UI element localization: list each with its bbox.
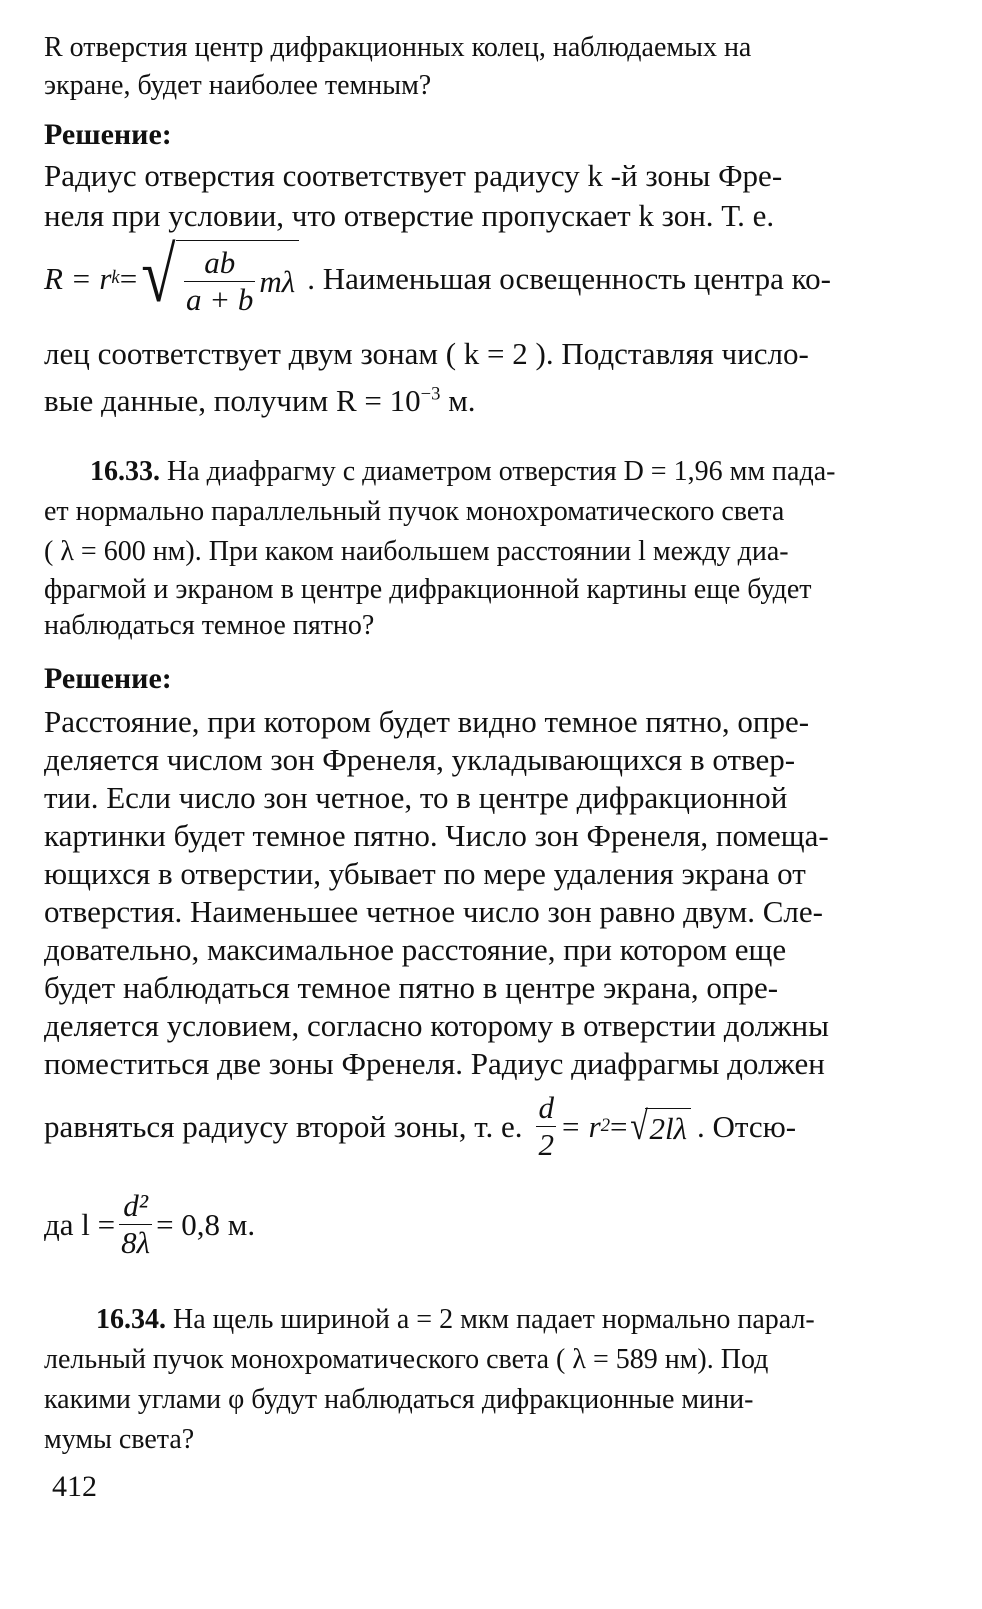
formula-equals: = [119,261,138,297]
solution-heading: Решение: [44,118,172,151]
text-fragment: На диафрагму с диаметром отверстия D = 1,96 мм пада- [167,456,836,487]
formula-tail: mλ [259,263,296,299]
fraction-denominator: 2 [538,1126,554,1162]
text-line: картинки будет темное пятно. Число зон Френеля, помеща- [44,818,829,853]
radicand: 2lλ [645,1108,691,1144]
radical-sign-icon: √ [629,1103,648,1149]
fraction-denominator: a + b [185,281,254,317]
fraction-numerator: ab [184,245,255,282]
problem-line [96,1306,902,1334]
text-line: поместиться две зоны Френеля. Радиус диафрагмы должен [44,1046,825,1081]
text-line: отверстия. Наименьшее четное число зон равно двум. Сле- [44,894,823,929]
result-line [44,1188,902,1260]
text-line: наблюдаться темное пятно? [44,610,375,641]
equation-middle: = r [559,1108,601,1144]
text-line: тии. Если число зон четное, то в центре дифракционной [44,780,788,815]
text-line: будет наблюдаться темное пятно в центре экрана, опре- [44,970,779,1005]
fraction-numerator: d [538,1090,554,1125]
radical-sign-icon: √ [141,231,176,318]
problem-line [90,458,902,486]
fraction [184,245,255,317]
formula-subscript: k [111,267,120,289]
text-line: R отверстия центр дифракционных колец, наблюдаемых на [44,32,752,63]
text-line: Радиус отверстия соответствует радиусу k -й зоны Фре- [44,158,783,193]
text-line: ( λ = 600 нм). При каком наибольшем расстоянии l между диа- [44,536,789,567]
fraction-denominator: 8λ [121,1224,151,1260]
text-line: лец соответствует двум зонам ( k = 2 ). Подставляя число- [44,336,809,371]
problem-number: 16.33. [90,456,160,487]
text-line: ющихся в отверстии, убывает по мере удаления экрана от [44,856,806,891]
equation-line [44,1090,902,1162]
text-fragment: . Отсю- [697,1108,797,1144]
text-line: довательно, максимальное расстояние, при котором еще [44,932,787,967]
equation-equals: = [610,1108,628,1144]
fraction [119,1188,152,1260]
text-line: ет нормально параллельный пучок монохроматического света [44,496,785,527]
formula-lhs: R = r [44,261,112,297]
result-value: = 0,8 м. [156,1206,256,1242]
equation-subscript: 2 [600,1114,611,1136]
text-line: неля при условии, что отверстие пропускает k зон. Т. е. [44,198,775,233]
text-line: . Наименьшая освещенность центра ко- [307,261,831,297]
solution-heading: Решение: [44,662,172,695]
text-line: лельный пучок монохроматического света ( λ = 589 нм). Под [44,1344,769,1375]
page-number: 412 [52,1470,97,1503]
unit: м. [440,383,476,418]
exponent: −3 [420,383,441,405]
fraction [536,1090,556,1162]
text-fragment: равняться радиусу второй зоны, т. е. [44,1108,523,1144]
text-fragment: вые данные, получим R = 10 [44,383,421,418]
square-root [628,1103,692,1149]
text-line [44,385,902,416]
text-line: Расстояние, при котором будет видно темное пятно, опре- [44,704,810,739]
text-line: деляется условием, согласно которому в отверстии должны [44,1008,829,1043]
text-line: какими углами φ будут наблюдаться дифракционные мини- [44,1384,754,1415]
text-line: деляется числом зон Френеля, укладывающихся в отвер- [44,742,796,777]
fraction-numerator: d² [119,1188,152,1225]
text-fragment: На щель шириной a = 2 мкм падает нормально парал- [173,1304,815,1335]
text-line: мумы света? [44,1424,195,1455]
square-root [137,231,299,318]
text-line: экране, будет наиболее темным? [44,70,432,101]
text-line: фрагмой и экраном в центре дифракционной картины еще будет [44,574,812,605]
text-fragment: да l = [44,1206,116,1242]
problem-number: 16.34. [96,1304,166,1335]
formula-line [44,231,902,318]
